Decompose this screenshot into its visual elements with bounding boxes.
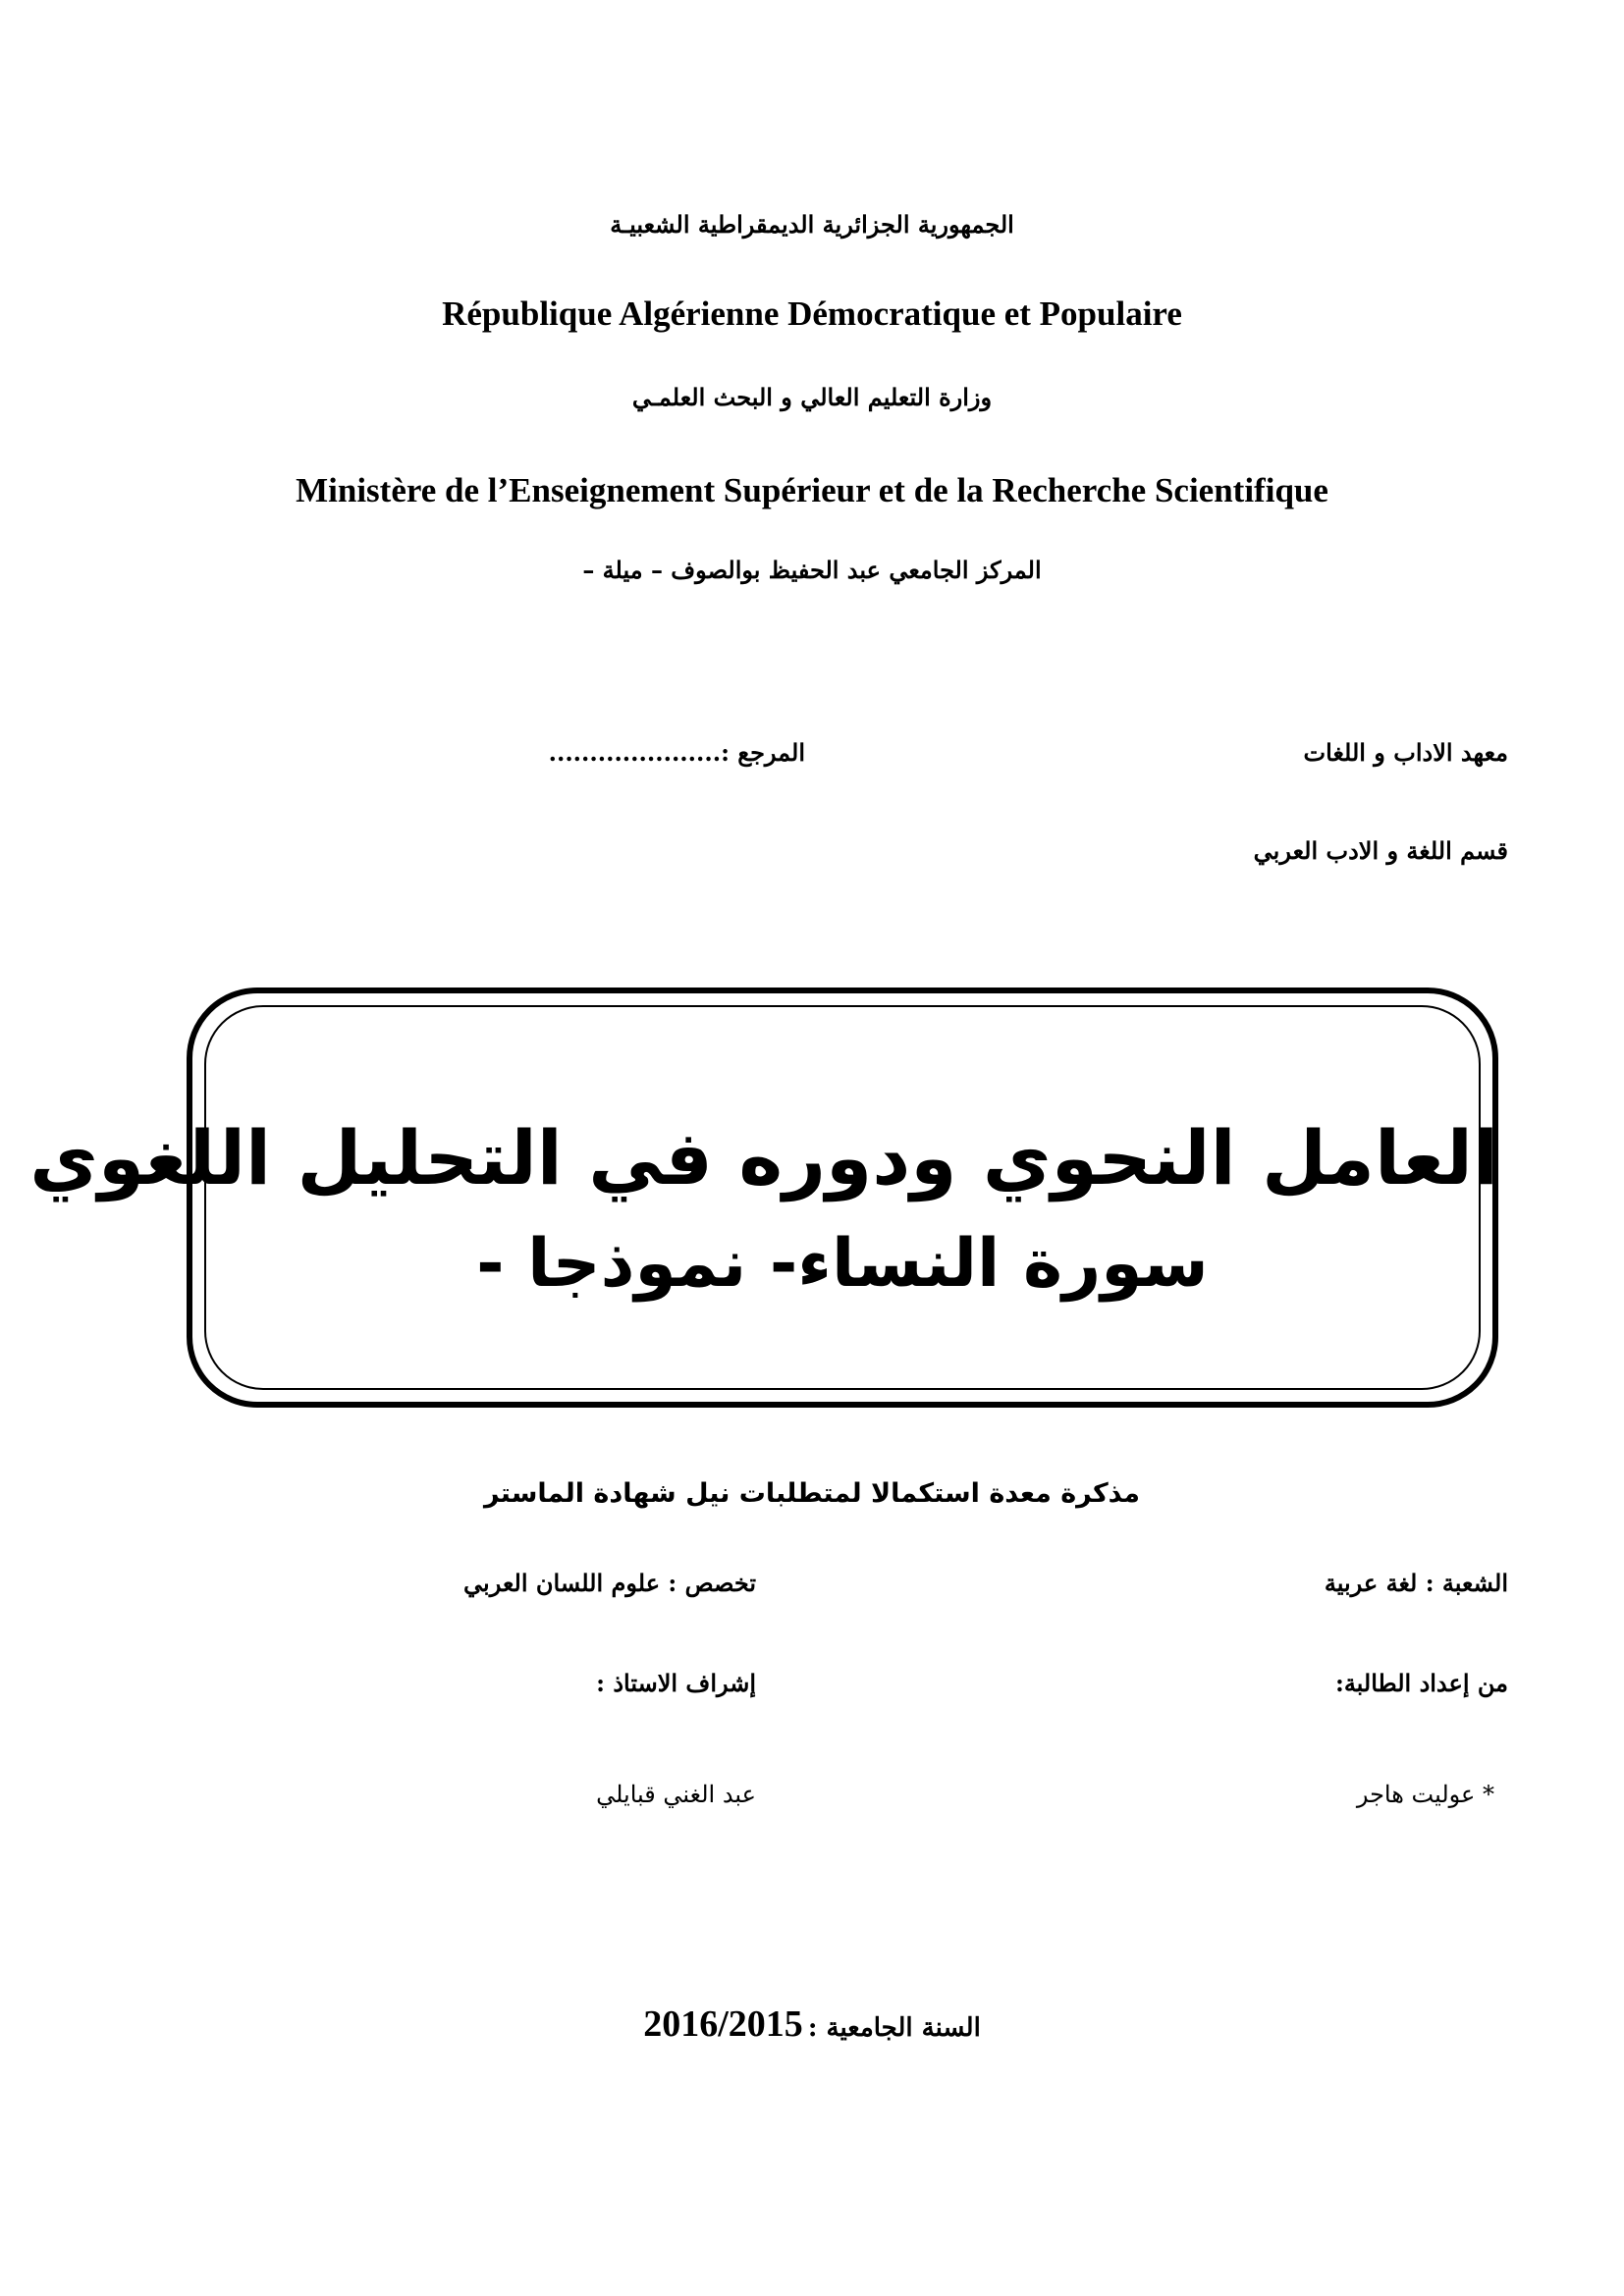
supervisor-label: إشراف الاستاذ : (596, 1669, 756, 1697)
thesis-subtitle: سورة النساء- نموذجا - (476, 1225, 1209, 1303)
memo-statement: مذكرة معدة استكمالا لمتطلبات نيل شهادة الماستر (484, 1478, 1140, 1509)
prepared-by-label: من إعداد الطالبة: (1334, 1669, 1508, 1697)
academic-year (0, 2002, 1624, 2046)
student-name: * عوليت هاجر (1356, 1781, 1494, 1808)
institute-name: معهد الاداب و اللغات (1303, 738, 1508, 767)
ministry-name-arabic: وزارة التعليم العالي و البحث العلمـي (631, 383, 993, 411)
republic-name-french: République Algérienne Démocratique et Populaire (442, 294, 1182, 333)
republic-name-arabic: الجمهورية الجزائرية الديمقراطية الشعبيـة (610, 210, 1014, 239)
reference-field: المرجع :..................... (548, 738, 805, 767)
university-center-name: المركز الجامعي عبد الحفيظ بوالصوف – ميلة – (582, 556, 1042, 584)
academic-year-label: السنة الجامعية : (807, 2013, 981, 2043)
academic-year-value: 2016/2015 (643, 2003, 803, 2045)
ministry-name-french: Ministère de l’Enseignement Supérieur et de la Recherche Scientifique (296, 471, 1328, 509)
branch-label: الشعبة : لغة عربية (1324, 1569, 1508, 1597)
specialty-label: تخصص : علوم اللسان العربي (463, 1569, 756, 1597)
professor-name: عبد الغني قبايلي (596, 1781, 756, 1808)
thesis-title: العامل النحوي ودوره في التحليل اللغوي (29, 1114, 1498, 1201)
department-name: قسم اللغة و الادب العربي (1253, 836, 1508, 865)
